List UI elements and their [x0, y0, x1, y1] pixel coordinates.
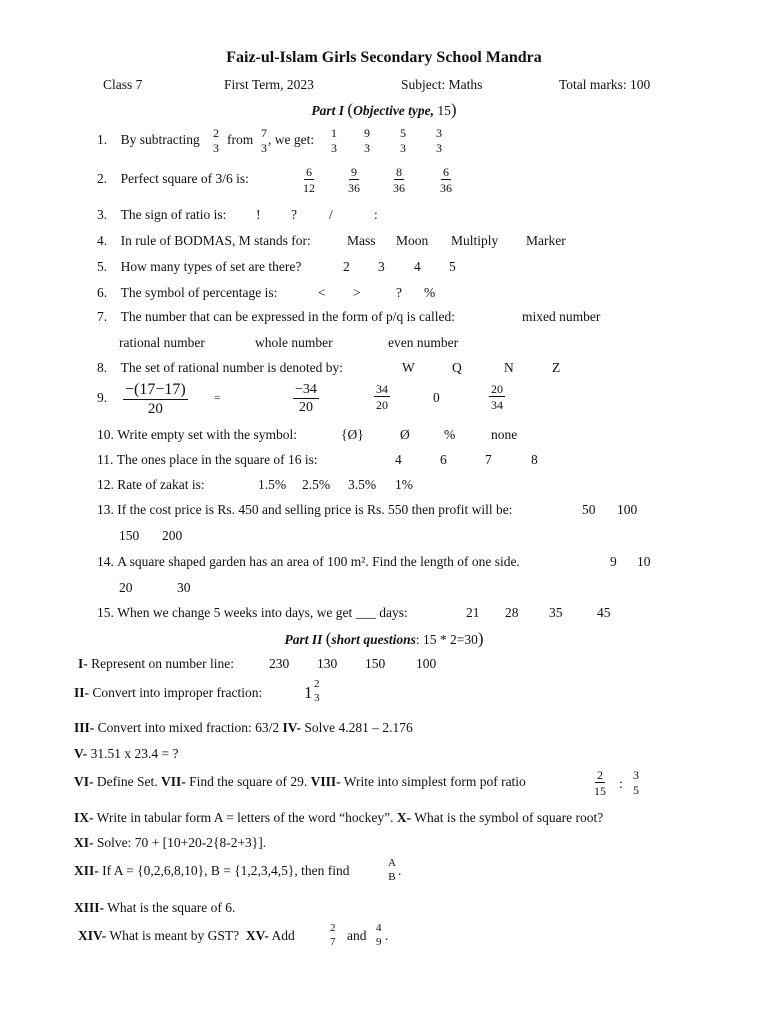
option: mixed number: [522, 309, 601, 324]
option: $\frac{34}{20}$: [376, 382, 388, 412]
question-12: 12. Rate of zakat is:: [97, 477, 205, 492]
question-2: 2. Perfect square of 3/6 is:: [97, 171, 249, 186]
question-8: 8. The set of rational number is denoted by:: [97, 360, 343, 375]
option: $\frac{9}{36}$: [348, 165, 360, 195]
option: 4: [414, 259, 421, 274]
option: 1 3: [331, 126, 337, 155]
short-question-13: XIII- What is the square of 6.: [74, 900, 236, 915]
question-1: 1. By subtracting: [97, 132, 200, 147]
option: %: [424, 285, 436, 300]
ratio-separator: :: [619, 776, 623, 791]
short-question-11: XI- Solve: 70 + [10+20-2{8-2+3}].: [74, 835, 267, 850]
value: 150: [365, 656, 386, 671]
question-10: 10. Write empty set with the symbol:: [97, 427, 298, 442]
part2-heading: Part II (short questions: 15 * 2=30): [284, 629, 484, 648]
question-7: 7. The number that can be expressed in the form of p/q is called:: [97, 309, 456, 324]
option: $\frac{6}{12}$: [303, 165, 315, 195]
question-6: 6. The symbol of percentage is:: [97, 285, 278, 300]
option: Ø: [400, 427, 410, 442]
option: 9 3: [364, 126, 370, 155]
short-question-2: II- Convert into improper fraction:: [74, 685, 263, 700]
value: 100: [416, 656, 437, 671]
option: even number: [388, 335, 459, 350]
question-15: 15. When we change 5 weeks into days, we get ___ days:: [97, 605, 408, 620]
period: .: [385, 928, 389, 943]
option: 20: [119, 580, 133, 595]
option: /: [329, 207, 333, 222]
short-question-12: XII- If A = {0,2,6,8,10}, B = {1,2,3,4,5}, then find: [74, 863, 350, 878]
ratio-fraction: 3 5: [633, 768, 639, 797]
option: 100: [617, 502, 638, 517]
option: rational number: [119, 335, 205, 350]
option: 30: [177, 580, 191, 595]
option: $\frac{6}{36}$: [440, 165, 452, 195]
subject-label: Subject: Maths: [401, 77, 483, 92]
option: $\frac{20}{34}$: [491, 382, 503, 412]
option: W: [402, 360, 415, 375]
expression: $\frac{-(17-17)}{20}$: [125, 381, 186, 417]
fraction: 2 3: [213, 126, 219, 155]
mixed-whole: 1: [304, 683, 313, 702]
option: Z: [552, 360, 561, 375]
total-marks-label: Total marks: 100: [559, 77, 651, 92]
school-title: Faiz-ul-Islam Girls Secondary School Mandra: [226, 49, 542, 66]
option: Multiply: [451, 233, 499, 248]
option: Mass: [347, 233, 376, 248]
option: $\frac{-34}{20}$: [295, 382, 317, 415]
option: 28: [505, 605, 519, 620]
option: :: [374, 207, 378, 222]
short-question-1: I- Represent on number line:: [78, 656, 234, 671]
question-9-number: 9.: [97, 390, 108, 405]
set-fraction: A B: [388, 857, 396, 883]
option: 2.5%: [302, 477, 331, 492]
fraction: 4 9: [376, 922, 382, 948]
option: <: [318, 285, 326, 300]
option: 3 3: [436, 126, 442, 155]
option: 45: [597, 605, 611, 620]
option: 8: [531, 452, 538, 467]
question-13: 13. If the cost price is Rs. 450 and selling price is Rs. 550 then profit will be:: [97, 502, 513, 517]
and-word: and: [347, 928, 367, 943]
option: Marker: [526, 233, 566, 248]
option: N: [504, 360, 514, 375]
short-question-3-4: III- Convert into mixed fraction: 63/2 IV- Solve 4.281 – 2.176: [74, 720, 413, 735]
fraction: 2 3: [314, 678, 320, 704]
question-3: 3. The sign of ratio is:: [97, 207, 227, 222]
option: 10: [637, 554, 651, 569]
question-4: 4. In rule of BODMAS, M stands for:: [97, 233, 311, 248]
option: !: [256, 207, 261, 222]
option: 5 3: [400, 126, 406, 155]
value: 130: [317, 656, 338, 671]
option: 6: [440, 452, 447, 467]
option: Moon: [396, 233, 429, 248]
term-label: First Term, 2023: [224, 77, 314, 92]
option: 0: [433, 390, 440, 405]
option: 50: [582, 502, 596, 517]
question-5: 5. How many types of set are there?: [97, 259, 302, 274]
option: 9: [610, 554, 617, 569]
option: 35: [549, 605, 563, 620]
option: 7: [485, 452, 492, 467]
option: %: [444, 427, 456, 442]
option: 21: [466, 605, 480, 620]
option: Q: [452, 360, 462, 375]
option: 3: [378, 259, 385, 274]
short-question-6-7-8: VI- Define Set. VII- Find the square of 29. VIII- Write into simplest form pof ratio: [74, 774, 526, 789]
option: $\frac{8}{36}$: [393, 165, 405, 195]
equals-sign: =: [214, 392, 221, 404]
fraction: 7 3: [261, 126, 267, 155]
question-1-mid2: , we get:: [268, 132, 315, 147]
option: none: [491, 427, 518, 442]
question-1-mid: from: [227, 132, 254, 147]
short-question-14-15: XIV- What is meant by GST? XV- Add: [78, 928, 295, 943]
question-14: 14. A square shaped garden has an area of 100 m². Find the length of one side.: [97, 554, 520, 569]
option: 200: [162, 528, 183, 543]
option: >: [353, 285, 361, 300]
period: .: [398, 863, 402, 878]
short-question-5: V- 31.51 x 23.4 = ?: [74, 746, 179, 761]
option: 3.5%: [348, 477, 377, 492]
question-11: 11. The ones place in the square of 16 is:: [97, 452, 318, 467]
class-label: Class 7: [103, 77, 143, 92]
option: {Ø}: [341, 427, 364, 442]
option: ?: [291, 207, 297, 222]
fraction: 2 7: [330, 922, 336, 948]
option: 5: [449, 259, 456, 274]
value: 230: [269, 656, 290, 671]
option: 1%: [395, 477, 413, 492]
option: 4: [395, 452, 402, 467]
option: 2: [343, 259, 350, 274]
option: 1.5%: [258, 477, 287, 492]
short-question-9-10: IX- Write in tabular form A = letters of the word “hockey”. X- What is the symbol of square root?: [74, 810, 604, 825]
option: 150: [119, 528, 140, 543]
part1-heading: Part I (Objective type, 15): [311, 100, 457, 119]
ratio-fraction: $\frac{2}{15}$: [594, 768, 606, 798]
option: whole number: [255, 335, 333, 350]
option: ?: [396, 285, 402, 300]
